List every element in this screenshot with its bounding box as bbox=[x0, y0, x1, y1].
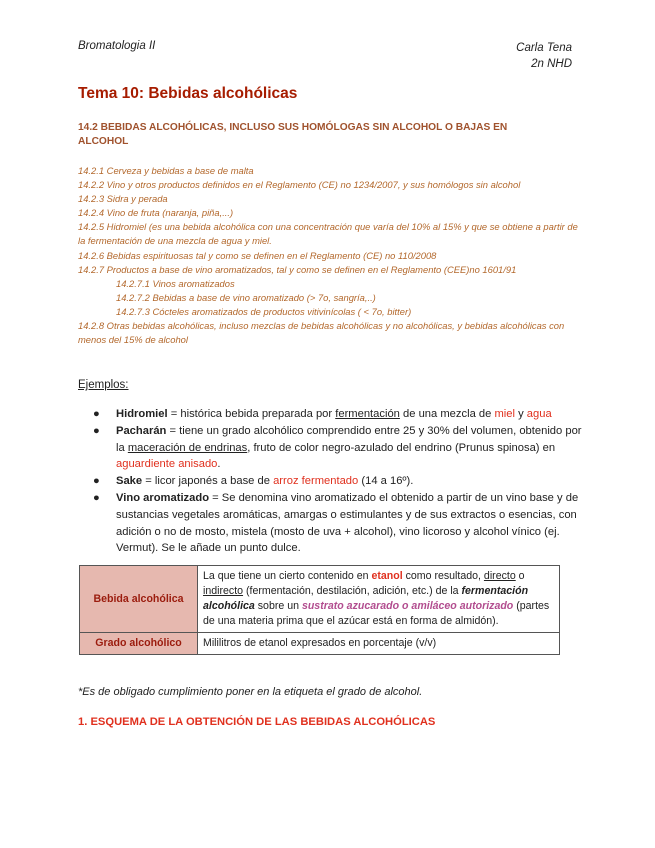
header-author-block bbox=[516, 40, 572, 72]
toc-item: 14.2.2 Vino y otros productos definidos en el Reglamento (CE) no 1234/2007, y sus homólogos sin alcohol bbox=[78, 179, 521, 191]
example-text: = histórica bebida preparada por bbox=[167, 408, 336, 420]
toc-subitem: 14.2.7.3 Cócteles aromatizados de productos vitivinícolas ( < 7o, bitter) bbox=[116, 305, 412, 317]
toc-item: 14.2.7 Productos a base de vino aromatizados, tal y como se definen en el Reglamento (CEE)no 1601/91 bbox=[78, 263, 517, 275]
example-highlight: miel bbox=[494, 408, 515, 420]
example-underline: fermentación bbox=[335, 408, 400, 420]
example-hidromiel bbox=[93, 406, 583, 423]
example-text: = licor japonés a base de bbox=[142, 475, 274, 488]
toc-subitem: 14.2.7.2 Bebidas a base de vino aromatizado (> 7o, sangría,..) bbox=[116, 291, 376, 303]
example-underline: maceración de endrinas bbox=[127, 441, 248, 454]
header-subject: Bromatologia II bbox=[78, 40, 156, 52]
example-highlight: aguardiente anisado bbox=[116, 458, 218, 471]
table-key: Bebida alcohólica bbox=[80, 566, 198, 633]
toc-item: 14.2.5 Hidromiel (es una bebida alcohólica con una concentración que varía del 10% al 15% y que se obtiene a partir de la fermentación de una mezcla de agua y miel. bbox=[78, 221, 578, 247]
next-section-heading: 1. ESQUEMA DE LA OBTENCIÓN DE LAS BEBIDAS ALCOHÓLICAS bbox=[78, 716, 436, 728]
bullet-icon: ● bbox=[93, 475, 100, 488]
table-value: Mililitros de etanol expresados en porcentaje (v/v) bbox=[198, 633, 560, 655]
example-text: . bbox=[217, 458, 221, 471]
toc-item: 14.2.6 Bebidas espirituosas tal y como se definen en el Reglamento (CE) no 110/2008 bbox=[78, 249, 437, 261]
example-text: , fruto de color negro-azulado del endrino (Prunus spinosa) en bbox=[247, 441, 556, 454]
toc-list bbox=[78, 164, 578, 347]
example-text: de una mezcla de bbox=[399, 408, 495, 420]
header-author: Carla Tena bbox=[516, 42, 572, 54]
example-term: Pacharán bbox=[116, 424, 167, 437]
footnote: *Es de obligado cumplimiento poner en la etiqueta el grado de alcohol. bbox=[78, 686, 423, 698]
table-row bbox=[80, 633, 560, 655]
example-sake bbox=[93, 473, 583, 490]
definitions-table bbox=[79, 565, 560, 655]
table-value: La que tiene un cierto contenido en etanol como resultado, directo o indirecto (fermentación, destilación, adición, etc.) de la fermentación alcohólica sobre un sustrato azucarado o amiláceo autorizado (partes de una materia prima que el azúcar está en forma de almidón). bbox=[198, 566, 560, 633]
table-key: Grado alcohólico bbox=[80, 633, 198, 655]
toc-item: 14.2.8 Otras bebidas alcohólicas, incluso mezclas de bebidas alcohólicas y no alcohólicas, y bebidas alcohólicas con menos del 15% de alcohol bbox=[78, 320, 565, 346]
example-term: Vino aromatizado bbox=[116, 491, 210, 504]
examples-label: Ejemplos: bbox=[78, 379, 129, 391]
example-highlight: agua bbox=[526, 408, 552, 420]
example-vino-aromatizado bbox=[93, 490, 583, 557]
example-pacharan bbox=[93, 423, 583, 473]
example-text: (14 a 16º). bbox=[358, 475, 414, 488]
bullet-icon: ● bbox=[93, 491, 100, 504]
toc-item: 14.2.1 Cerveza y bebidas a base de malta bbox=[78, 165, 254, 176]
table-row bbox=[80, 566, 560, 633]
toc-item: 14.2.4 Vino de fruta (naranja, piña,...) bbox=[78, 207, 234, 219]
section-heading: 14.2 BEBIDAS ALCOHÓLICAS, INCLUSO SUS HOMÓLOGAS SIN ALCOHOL O BAJAS EN ALCOHOL bbox=[78, 122, 508, 147]
page-title: Tema 10: Bebidas alcohólicas bbox=[78, 85, 298, 102]
example-text: y bbox=[514, 408, 527, 420]
example-term: Hidromiel bbox=[116, 408, 168, 420]
toc-subitem: 14.2.7.1 Vinos aromatizados bbox=[116, 277, 235, 289]
example-text: = Se denomina vino aromatizado el obtenido a partir de un vino base y de sustancias vegetales aromáticas, amargas o estimulantes y de sus extractos o esencias, con adición o no de mosto, mistela (mosto de uva + alcohol), vino licoroso y alcohol vínico (ej. Vermut). Se le añade un punto dulce. bbox=[116, 491, 579, 555]
examples-list bbox=[93, 406, 583, 557]
header-group: 2n NHD bbox=[531, 58, 572, 70]
example-term: Sake bbox=[116, 475, 143, 488]
bullet-icon: ● bbox=[93, 424, 100, 437]
example-highlight: arroz fermentado bbox=[273, 475, 359, 488]
example-text: = tiene un grado alcohólico comprendido entre 25 y 30% del volumen, obtenido por la bbox=[116, 424, 582, 454]
bullet-icon: ● bbox=[93, 408, 100, 420]
toc-item: 14.2.3 Sidra y perada bbox=[78, 193, 168, 205]
